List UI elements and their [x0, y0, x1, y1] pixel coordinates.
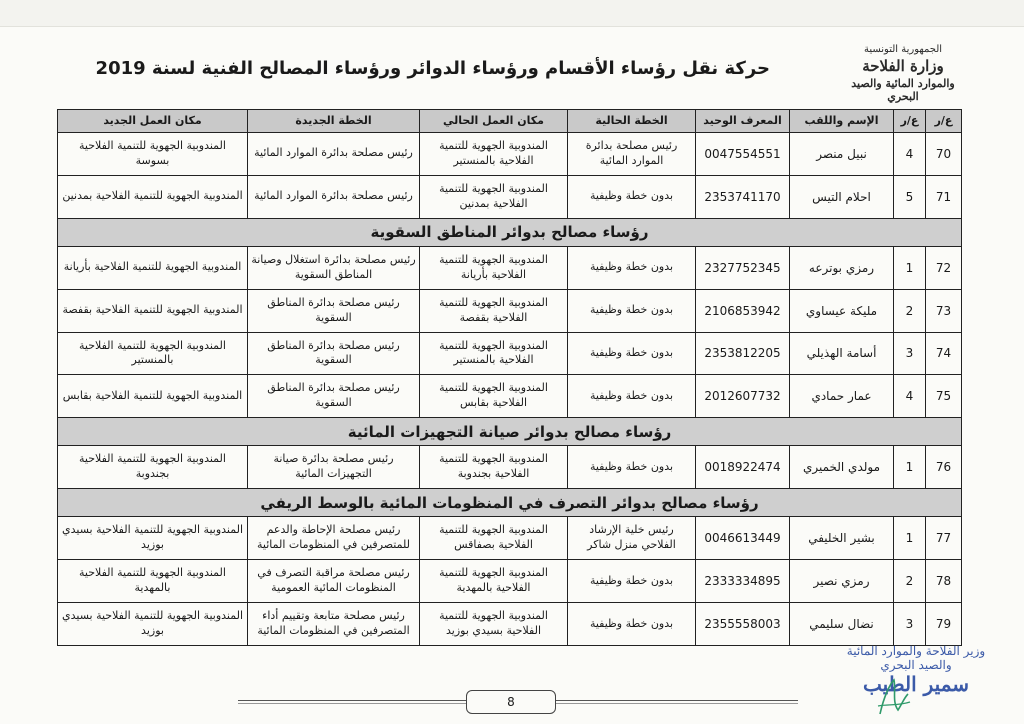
cell-new-location: المندوبية الجهوية للتنمية الفلاحية بمدنين: [58, 175, 248, 218]
cell-current-location: المندوبية الجهوية للتنمية الفلاحية بجندوبة: [420, 446, 568, 489]
cell-current-location: المندوبية الجهوية للتنمية الفلاحية بأريانة: [420, 246, 568, 289]
cell-rn: 74: [926, 332, 962, 375]
col-header-rn: ع/ر: [926, 110, 962, 133]
col-header-new-post: الخطة الجديدة: [248, 110, 420, 133]
cell-name: بشير الخليفي: [790, 517, 894, 560]
cell-name: مليكة عيساوي: [790, 289, 894, 332]
cell-new-post: رئيس مصلحة بدائرة المناطق السقوية: [248, 332, 420, 375]
table-row: [58, 133, 962, 176]
cell-sub-num: 1: [894, 246, 926, 289]
scan-top-edge: [0, 0, 1024, 27]
cell-name: رمزي بوترعه: [790, 246, 894, 289]
cell-new-post: رئيس مصلحة بدائرة الموارد المائية: [248, 133, 420, 176]
cell-rn: 79: [926, 603, 962, 646]
cell-current-location: المندوبية الجهوية للتنمية الفلاحية بمدنين: [420, 175, 568, 218]
table-row: [58, 246, 962, 289]
cell-name: نضال سليمي: [790, 603, 894, 646]
col-header-name: الإسم واللقب: [790, 110, 894, 133]
cell-id: 2333334895: [696, 560, 790, 603]
col-header-id: المعرف الوحيد: [696, 110, 790, 133]
cell-sub-num: 1: [894, 446, 926, 489]
signature-mark: [874, 676, 914, 720]
ministry-name: وزارة الفلاحة: [862, 57, 944, 75]
cell-new-post: رئيس مصلحة الإحاطة والدعم للمتصرفين في المنظومات المائية: [248, 517, 420, 560]
cell-name: عمار حمادي: [790, 375, 894, 418]
cell-current-post: بدون خطة وظيفية: [568, 603, 696, 646]
cell-new-post: رئيس مصلحة مراقبة التصرف في المنظومات المائية العمومية: [248, 560, 420, 603]
table-row: [58, 603, 962, 646]
minister-stamp: [816, 644, 1016, 696]
cell-id: 2353812205: [696, 332, 790, 375]
cell-id: 0047554551: [696, 133, 790, 176]
cell-current-location: المندوبية الجهوية للتنمية الفلاحية بقفصة: [420, 289, 568, 332]
table-row: [58, 332, 962, 375]
section-row: [58, 418, 962, 446]
section-row: [58, 218, 962, 246]
table-row: [58, 446, 962, 489]
cell-rn: 76: [926, 446, 962, 489]
cell-current-location: المندوبية الجهوية للتنمية الفلاحية بصفاقس: [420, 517, 568, 560]
cell-current-post: رئيس مصلحة بدائرة الموارد المائية: [568, 133, 696, 176]
cell-rn: 77: [926, 517, 962, 560]
cell-new-post: رئيس مصلحة بدائرة استغلال وصيانة المناطق السقوية: [248, 246, 420, 289]
cell-new-location: المندوبية الجهوية للتنمية الفلاحية بسيدي بوزيد: [58, 517, 248, 560]
cell-new-location: المندوبية الجهوية للتنمية الفلاحية بقابس: [58, 375, 248, 418]
section-title-water-equipment: رؤساء مصالح بدوائر صيانة التجهيزات المائية: [58, 418, 962, 446]
table-row: [58, 289, 962, 332]
cell-current-post: بدون خطة وظيفية: [568, 446, 696, 489]
cell-current-location: المندوبية الجهوية للتنمية الفلاحية بالمنستير: [420, 332, 568, 375]
cell-sub-num: 1: [894, 517, 926, 560]
cell-current-post: بدون خطة وظيفية: [568, 175, 696, 218]
cell-new-location: المندوبية الجهوية للتنمية الفلاحية بالمنستير: [58, 332, 248, 375]
cell-current-location: المندوبية الجهوية للتنمية الفلاحية بسيدي بوزيد: [420, 603, 568, 646]
cell-new-post: رئيس مصلحة بدائرة صيانة التجهيزات المائية: [248, 446, 420, 489]
cell-sub-num: 3: [894, 332, 926, 375]
cell-current-location: المندوبية الجهوية للتنمية الفلاحية بقابس: [420, 375, 568, 418]
cell-new-post: رئيس مصلحة بدائرة المناطق السقوية: [248, 289, 420, 332]
cell-id: 2353741170: [696, 175, 790, 218]
cell-name: احلام التيس: [790, 175, 894, 218]
cell-new-location: المندوبية الجهوية للتنمية الفلاحية بسوسة: [58, 133, 248, 176]
cell-rn: 70: [926, 133, 962, 176]
document-title: حركة نقل رؤساء الأقسام ورؤساء الدوائر ورؤساء المصالح الفنية لسنة 2019: [95, 58, 770, 79]
col-header-current-location: مكان العمل الحالي: [420, 110, 568, 133]
cell-new-location: المندوبية الجهوية للتنمية الفلاحية بالمهدية: [58, 560, 248, 603]
table-row: [58, 517, 962, 560]
cell-current-post: رئيس خلية الإرشاد الفلاحي منزل شاكر: [568, 517, 696, 560]
cell-id: 0018922474: [696, 446, 790, 489]
cell-current-post: بدون خطة وظيفية: [568, 289, 696, 332]
cell-current-post: بدون خطة وظيفية: [568, 560, 696, 603]
stamp-line-2: والصيد البحري: [880, 658, 952, 672]
cell-name: مولدي الخميري: [790, 446, 894, 489]
page-number: 8: [466, 690, 556, 714]
cell-new-post: رئيس مصلحة بدائرة الموارد المائية: [248, 175, 420, 218]
col-header-sub-num: ع/ر: [894, 110, 926, 133]
cell-name: رمزي نصير: [790, 560, 894, 603]
cell-rn: 72: [926, 246, 962, 289]
cell-id: 2012607732: [696, 375, 790, 418]
col-header-current-post: الخطة الحالية: [568, 110, 696, 133]
section-row: [58, 489, 962, 517]
cell-sub-num: 2: [894, 560, 926, 603]
stamp-line-1: وزير الفلاحة والموارد المائية: [846, 644, 986, 658]
cell-rn: 71: [926, 175, 962, 218]
cell-new-location: المندوبية الجهوية للتنمية الفلاحية بأريانة: [58, 246, 248, 289]
cell-current-location: المندوبية الجهوية للتنمية الفلاحية بالمهدية: [420, 560, 568, 603]
cell-new-location: المندوبية الجهوية للتنمية الفلاحية بسيدي بوزيد: [58, 603, 248, 646]
cell-id: 2327752345: [696, 246, 790, 289]
cell-new-post: رئيس مصلحة بدائرة المناطق السقوية: [248, 375, 420, 418]
cell-name: نبيل منصر: [790, 133, 894, 176]
cell-id: 2355558003: [696, 603, 790, 646]
cell-name: أسامة الهذيلي: [790, 332, 894, 375]
cell-sub-num: 3: [894, 603, 926, 646]
republic-label: الجمهورية التونسية: [863, 44, 943, 55]
cell-sub-num: 2: [894, 289, 926, 332]
cell-sub-num: 4: [894, 133, 926, 176]
cell-sub-num: 5: [894, 175, 926, 218]
cell-id: 0046613449: [696, 517, 790, 560]
cell-new-location: المندوبية الجهوية للتنمية الفلاحية بجندوبة: [58, 446, 248, 489]
cell-current-post: بدون خطة وظيفية: [568, 246, 696, 289]
cell-current-location: المندوبية الجهوية للتنمية الفلاحية بالمنستير: [420, 133, 568, 176]
cell-sub-num: 4: [894, 375, 926, 418]
cell-new-post: رئيس مصلحة متابعة وتقييم أداء المتصرفين في المنظومات المائية: [248, 603, 420, 646]
ministry-header: [838, 44, 968, 103]
cell-new-location: المندوبية الجهوية للتنمية الفلاحية بقفصة: [58, 289, 248, 332]
cell-rn: 73: [926, 289, 962, 332]
transfer-table: [57, 109, 962, 646]
cell-id: 2106853942: [696, 289, 790, 332]
table-header-row: [58, 110, 962, 133]
table-row: [58, 560, 962, 603]
table-row: [58, 175, 962, 218]
section-title-irrigated-areas: رؤساء مصالح بدوائر المناطق السقوية: [58, 218, 962, 246]
cell-rn: 78: [926, 560, 962, 603]
stamp-name: سمير الطيب: [862, 672, 970, 696]
section-title-rural-water-systems: رؤساء مصالح بدوائر التصرف في المنظومات المائية بالوسط الريفي: [58, 489, 962, 517]
table-row: [58, 375, 962, 418]
ministry-name-cont: والموارد المائية والصيد البحري: [851, 77, 955, 103]
col-header-new-location: مكان العمل الجديد: [58, 110, 248, 133]
cell-current-post: بدون خطة وظيفية: [568, 375, 696, 418]
cell-current-post: بدون خطة وظيفية: [568, 332, 696, 375]
cell-rn: 75: [926, 375, 962, 418]
